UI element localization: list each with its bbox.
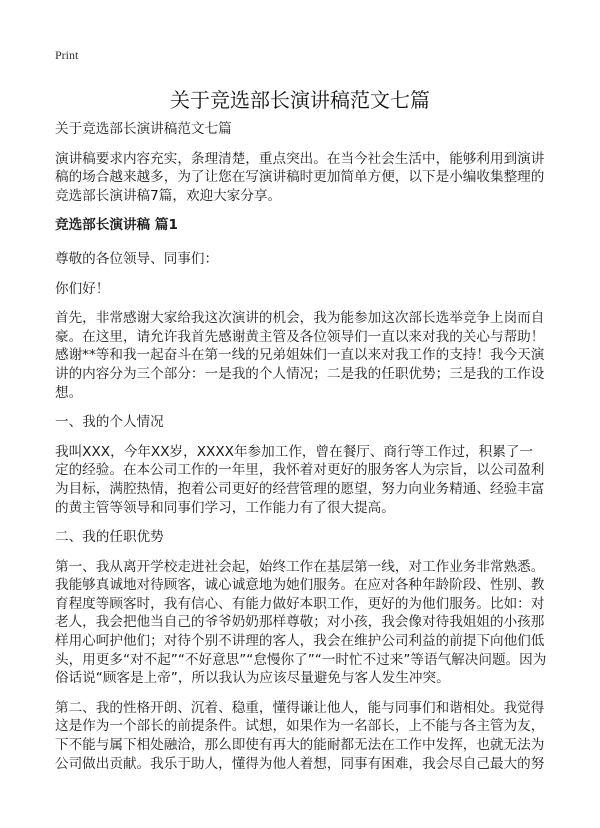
- paragraph: [55, 413, 555, 432]
- paragraph: [55, 699, 555, 773]
- text-line: 第一、我从离开学校走进社会起，始终工作在基层第一线，对工作业务非常熟悉。: [55, 558, 545, 575]
- text-line: 演讲稿要求内容充实，条理清楚，重点突出。在当今社会生活中，能够利用到演讲: [55, 150, 545, 167]
- text-line: 竞选部长演讲稿 篇1: [55, 217, 178, 234]
- text-line: 二、我的任职优势: [55, 529, 164, 546]
- text-line: 育程度等顾客时，我有信心、有能力做好本职工作，更好的为他们服务。比如：对: [55, 595, 545, 612]
- paragraph: [55, 120, 555, 139]
- text-line: 为目标，满腔热情，抱着公司更好的经营管理的愿望，努力向业务精通、经验丰富: [55, 480, 545, 497]
- paragraph: [55, 150, 555, 206]
- text-line: 我叫XXX，今年XX岁，XXXX年参加工作，曾在餐厅、商行等工作过，积累了一: [55, 443, 534, 460]
- text-line: 感谢**等和我一起奋斗在第一线的兄弟姐妹们一直以来对我工作的支持！我今天演: [55, 347, 545, 364]
- text-line: 一、我的个人情况: [55, 414, 164, 431]
- text-line: 尊敬的各位领导、同事们：: [55, 250, 219, 267]
- document-body: [55, 120, 555, 784]
- print-link[interactable]: Print: [55, 48, 79, 62]
- text-line: 样用心呵护他们；对待个别不讲理的客人，我会在维护公司利益的前提下向他们低: [55, 633, 545, 650]
- text-line: 定的经验。在本公司工作的一年里，我怀着对更好的服务客人为宗旨，以公司盈利: [55, 462, 545, 479]
- paragraph: [55, 528, 555, 547]
- text-line: 的黄主管等领导和同事们学习，工作能力有了很大提高。: [55, 499, 395, 516]
- paragraph: [55, 558, 555, 688]
- text-line: 竞选部长演讲稿7篇，欢迎大家分享。: [55, 187, 282, 204]
- text-line: 公司做出贡献。我乐于助人，懂得为他人着想，同事有困难，我会尽自己最大的努: [55, 755, 545, 772]
- text-line: 豪。在这里，请允许我首先感谢黄主管及各位领导们一直以来对我的关心与帮助！: [55, 328, 545, 345]
- text-line: 这是作为一个部长的前提条件。试想，如果作为一名部长，上不能与各主管为友，: [55, 718, 545, 735]
- section-heading: [55, 216, 555, 235]
- paragraph: [55, 309, 555, 402]
- text-line: 第二、我的性格开朗、沉着、稳重，懂得谦让他人，能与同事们和谐相处。我觉得: [55, 699, 545, 716]
- text-line: 你们好！: [55, 280, 110, 297]
- text-line: 头，用更多“对不起”“不好意思”“怠慢你了”“一时忙不过来”等语气解决问题。因为: [55, 651, 547, 668]
- text-line: 稿的场合越来越多，为了让您在写演讲稿时更加简单方便，以下是小编收集整理的: [55, 169, 545, 186]
- paragraph: [55, 250, 555, 269]
- document-title: 关于竞选部长演讲稿范文七篇: [170, 88, 430, 112]
- text-line: 关于竞选部长演讲稿范文七篇: [55, 121, 232, 137]
- text-line: 想。: [55, 384, 83, 401]
- text-line: 俗话说“顾客是上帝”，所以我认为应该尽量避免与客人发生冲突。: [55, 670, 450, 687]
- text-line: 下不能与属下相处融洽，那么即使有再大的能耐都无法在工作中发挥，也就无法为: [55, 737, 545, 754]
- paragraph: [55, 443, 555, 517]
- text-line: 讲的内容分为三个部分：一是我的个人情况；二是我的任职优势；三是我的工作设: [55, 365, 545, 382]
- text-line: 我能够真诚地对待顾客，诚心诚意地为她们服务。在应对各种年龄阶段、性别、教: [55, 577, 545, 594]
- text-line: 老人，我会把他当自己的爷爷奶奶那样尊敬；对小孩，我会像对待我姐姐的小孩那: [55, 614, 545, 631]
- paragraph: [55, 280, 555, 299]
- text-line: 首先，非常感谢大家给我这次演讲的机会，我为能参加这次部长选举竞争上岗而自: [55, 310, 545, 327]
